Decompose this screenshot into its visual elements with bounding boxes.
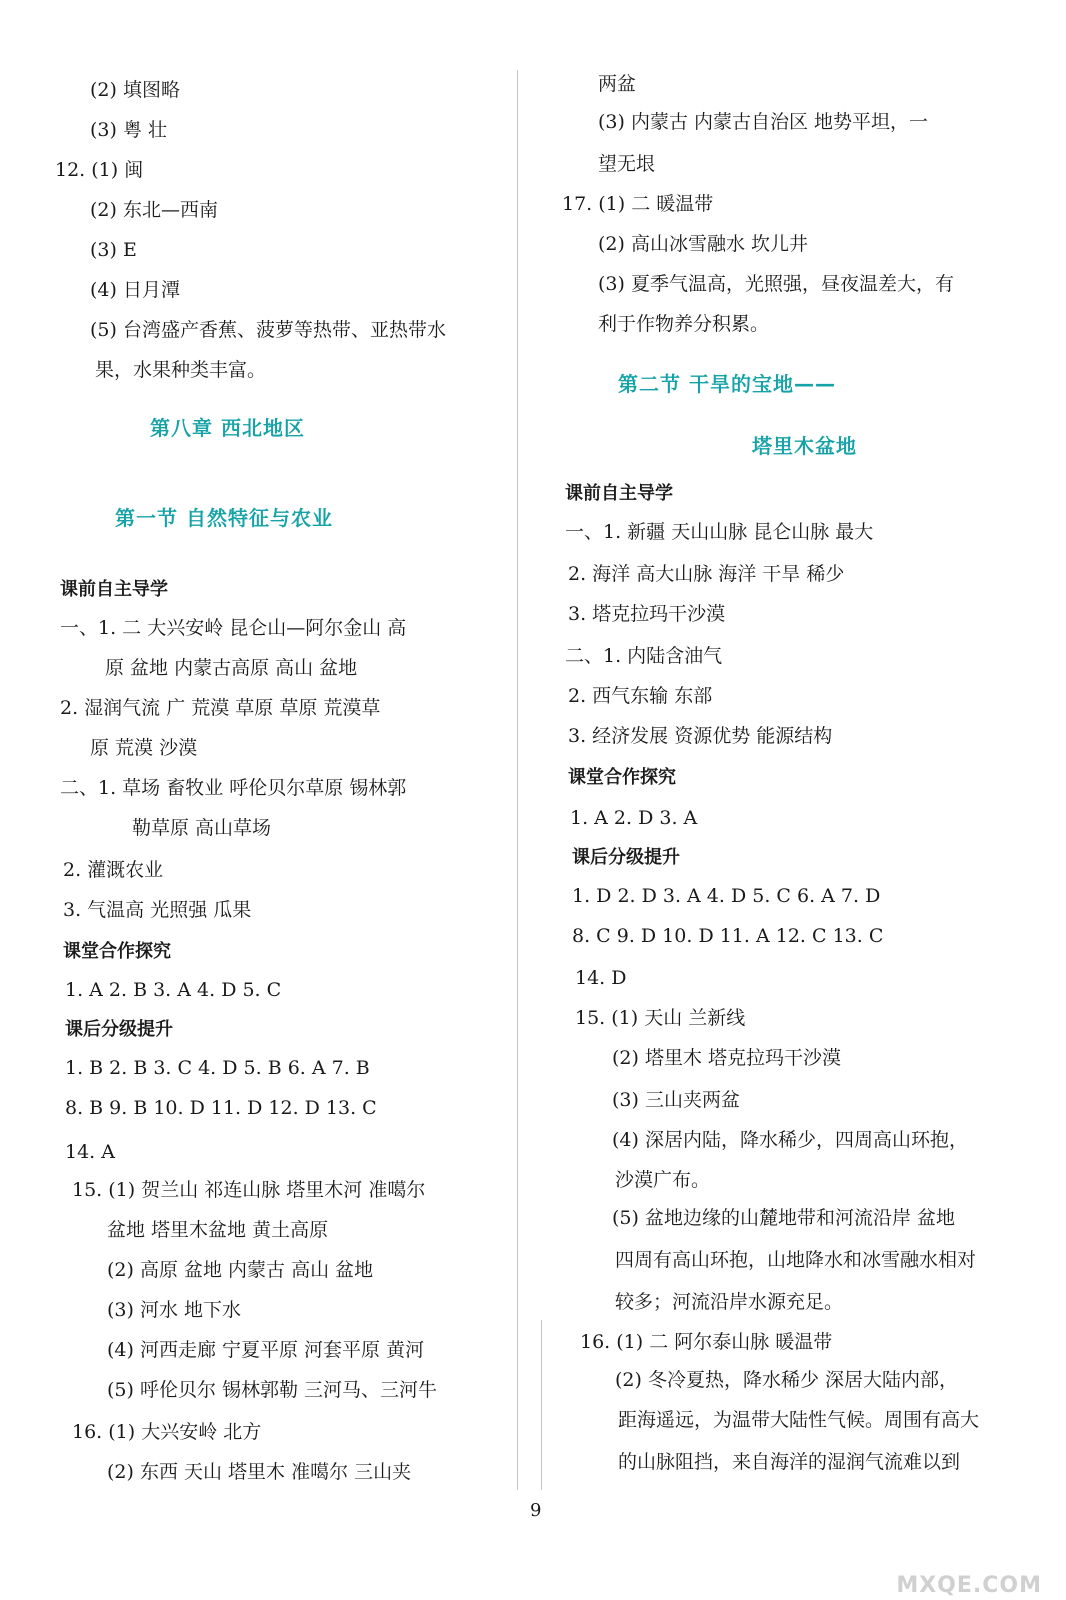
answer-line: (2) 高原 盆地 内蒙古 高山 盆地	[107, 1259, 374, 1281]
answer-line: 17. (1) 二 暖温带	[562, 193, 714, 215]
answer-line: 两盆	[598, 73, 637, 95]
subsection-title: 课堂合作探究	[568, 767, 676, 788]
answer-line: (3) 粤 壮	[90, 119, 167, 141]
answer-line: 2. 湿润气流 广 荒漠 草原 草原 荒漠草	[60, 697, 381, 719]
answer-line: 原 盆地 内蒙古高原 高山 盆地	[105, 657, 358, 679]
answer-line: (2) 塔里木 塔克拉玛干沙漠	[612, 1047, 841, 1069]
answer-line: (2) 冬冷夏热，降水稀少 深居大陆内部，	[615, 1369, 958, 1391]
column-divider	[517, 70, 518, 1490]
answer-line: (3) 河水 地下水	[107, 1299, 241, 1321]
answer-line: 3. 气温高 光照强 瓜果	[63, 899, 252, 921]
answer-line: 1. D 2. D 3. A 4. D 5. C 6. A 7. D	[572, 885, 881, 907]
section-heading: 塔里木盆地	[752, 434, 857, 458]
column-divider-lower	[541, 1320, 542, 1490]
answer-line: 14. D	[575, 967, 627, 989]
subsection-title: 课前自主导学	[60, 579, 168, 600]
section-heading: 第一节 自然特征与农业	[115, 506, 333, 530]
answer-line: (4) 日月潭	[90, 279, 180, 301]
answer-line: (5) 盆地边缘的山麓地带和河流沿岸 盆地	[612, 1207, 955, 1229]
answer-line: 16. (1) 二 阿尔泰山脉 暖温带	[580, 1331, 833, 1353]
answer-line: (5) 呼伦贝尔 锡林郭勒 三河马、三河牛	[107, 1379, 438, 1401]
answer-line: 15. (1) 天山 兰新线	[575, 1007, 746, 1029]
watermark: MXQE.COM	[896, 1573, 1042, 1598]
answer-line: (2) 东西 天山 塔里木 准噶尔 三山夹	[107, 1461, 412, 1483]
subsection-title: 课后分级提升	[572, 847, 680, 868]
answer-line: 8. C 9. D 10. D 11. A 12. C 13. C	[572, 925, 884, 947]
answer-line: 2. 西气东输 东部	[568, 685, 713, 707]
answer-line: 一、1. 新疆 天山山脉 昆仑山脉 最大	[565, 521, 874, 543]
answer-line: (4) 深居内陆，降水稀少，四周高山环抱，	[612, 1129, 968, 1151]
answer-line: (4) 河西走廊 宁夏平原 河套平原 黄河	[107, 1339, 425, 1361]
subsection-title: 课前自主导学	[565, 483, 673, 504]
answer-line: (5) 台湾盛产香蕉、菠萝等热带、亚热带水	[90, 319, 446, 341]
answer-line: 1. A 2. B 3. A 4. D 5. C	[65, 979, 282, 1001]
answer-line: (2) 东北—西南	[90, 199, 218, 221]
answer-line: 8. B 9. B 10. D 11. D 12. D 13. C	[65, 1097, 377, 1119]
answer-line: (3) 内蒙古 内蒙古自治区 地势平坦，一	[598, 111, 929, 133]
answer-line: 沙漠广布。	[615, 1169, 711, 1191]
answer-line: 2. 海洋 高大山脉 海洋 干旱 稀少	[568, 563, 845, 585]
answer-line: 较多；河流沿岸水源充足。	[615, 1291, 844, 1313]
answer-line: 盆地 塔里木盆地 黄土高原	[107, 1219, 329, 1241]
answer-line: 望无垠	[598, 153, 656, 175]
answer-line: 果，水果种类丰富。	[95, 359, 267, 381]
answer-line: 二、1. 内陆含油气	[565, 645, 723, 667]
answer-line: (2) 填图略	[90, 79, 180, 101]
answer-line: 勒草原 高山草场	[132, 817, 272, 839]
answer-line: (3) E	[90, 239, 137, 261]
answer-line: 原 荒漠 沙漠	[90, 737, 198, 759]
answer-line: 14. A	[65, 1141, 115, 1163]
answer-line: (3) 夏季气温高，光照强，昼夜温差大，有	[598, 273, 954, 295]
answer-line: 二、1. 草场 畜牧业 呼伦贝尔草原 锡林郭	[60, 777, 407, 799]
answer-line: 的山脉阻挡，来自海洋的湿润气流难以到	[618, 1451, 961, 1473]
page-number: 9	[530, 1500, 542, 1521]
answer-line: 2. 灌溉农业	[63, 859, 164, 881]
answer-line: 15. (1) 贺兰山 祁连山脉 塔里木河 准噶尔	[72, 1179, 426, 1201]
answer-line: 1. A 2. D 3. A	[570, 807, 698, 829]
answer-line: (2) 高山冰雪融水 坎儿井	[598, 233, 808, 255]
answer-line: 12. (1) 闽	[55, 159, 144, 181]
subsection-title: 课后分级提升	[65, 1019, 173, 1040]
answer-line: 四周有高山环抱，山地降水和冰雪融水相对	[615, 1249, 977, 1271]
answer-line: 16. (1) 大兴安岭 北方	[72, 1421, 262, 1443]
answer-line: 3. 塔克拉玛干沙漠	[568, 603, 726, 625]
section-heading: 第八章 西北地区	[150, 416, 305, 440]
answer-line: 利于作物养分积累。	[598, 313, 770, 335]
answer-line: (3) 三山夹两盆	[612, 1089, 740, 1111]
answer-line: 3. 经济发展 资源优势 能源结构	[568, 725, 833, 747]
section-heading: 第二节 干旱的宝地——	[618, 372, 836, 396]
subsection-title: 课堂合作探究	[63, 941, 171, 962]
answer-line: 一、1. 二 大兴安岭 昆仑山—阿尔金山 高	[60, 617, 407, 639]
answer-line: 1. B 2. B 3. C 4. D 5. B 6. A 7. B	[65, 1057, 370, 1079]
answer-line: 距海遥远，为温带大陆性气候。周围有高大	[618, 1409, 980, 1431]
